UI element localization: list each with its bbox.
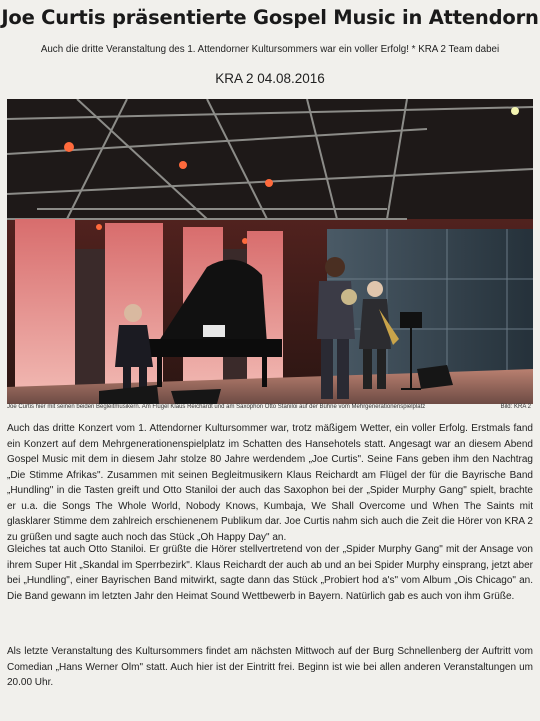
concert-photo [7, 99, 533, 404]
article-headline: Joe Curtis präsentierte Gospel Music in Attendorn [1, 6, 539, 29]
photo-caption: Joe Curtis hier mit seinen beiden Begleitmusikern. Am Flügel Klaus Reichardt und am Saxophon Otto Staniloi auf der Bühne vom Mehrgenerationenspielplatz [7, 404, 426, 410]
photo-caption-bar [7, 404, 533, 414]
article-dateline: KRA 2 04.08.2016 [215, 71, 325, 86]
article-paragraph: Als letzte Veranstaltung des Kultursommers findet am nächsten Mittwoch auf der Burg Schnellenberg der Auftritt vom Comedian „Hans Werner Olm" statt. Auch hier ist der Eintritt frei. Beginn ist wie bei allen anderen Veranstaltungen um 20.00 Uhr. [7, 646, 533, 688]
article-paragraph: Auch das dritte Konzert vom 1. Attendorner Kultursommer war, trotz mäßigem Wetter, ein voller Erfolg. Erstmals fand ein Konzert auf dem Mehrgenerationenspielplatz im Schatten des Hansehotels statt. Angesagt war an diesem Abend Gospel Music mit dem in diesem Jahr stolze 80 Jahre werdendem „Joe Curtis". Seine Fans geben ihm den Nachtrag „Die Stimme Afrikas". Zusammen mit seinen Begleitmusikern Klaus Reichardt am Flügel der für die Bayrische Band „Hundling" in die Tasten greift und Otto Staniloi der auch das Saxophon bei der „Spider Murphy Gang" spielt, brachte er u.a. die Songs The Whole World, Nobody Knows, Kumbaja, We Shall Overcome und When The Saints mit glasklarer Stimme dem zahlreich erschienenem Publikum dar. Joe Curtis nahm sich auch die Zeit die Hörer von KRA 2 zu grüßen und sagte auch noch das Stück „Oh Happy Day" an. [7, 423, 533, 543]
article-paragraph: Gleiches tat auch Otto Staniloi. Er grüßte die Hörer stellvertretend von der „Spider Murphy Gang" mit der Ansage von ihrem Super Hit „Skandal im Sperrbezirk". Klaus Reichardt der auch ab und an bei Spider Murphy einsprang, jetzt aber bei „Hundling", einer Bayrischen Band mitwirkt, sagte dann das Stück „Probiert hod a's" vom Album „Ois Chicago" an. Die Band gewann im letzten Jahr den Heimat Sound Wettbewerb in Bayern. Natürlich gab es auch von ihm Grüße. [7, 544, 533, 602]
photo-credit: Bild: KRA 2 [500, 404, 531, 410]
article-subheadline: Auch die dritte Veranstaltung des 1. Attendorner Kultursommers war ein voller Erfolg! * KRA 2 Team dabei [40, 44, 500, 55]
